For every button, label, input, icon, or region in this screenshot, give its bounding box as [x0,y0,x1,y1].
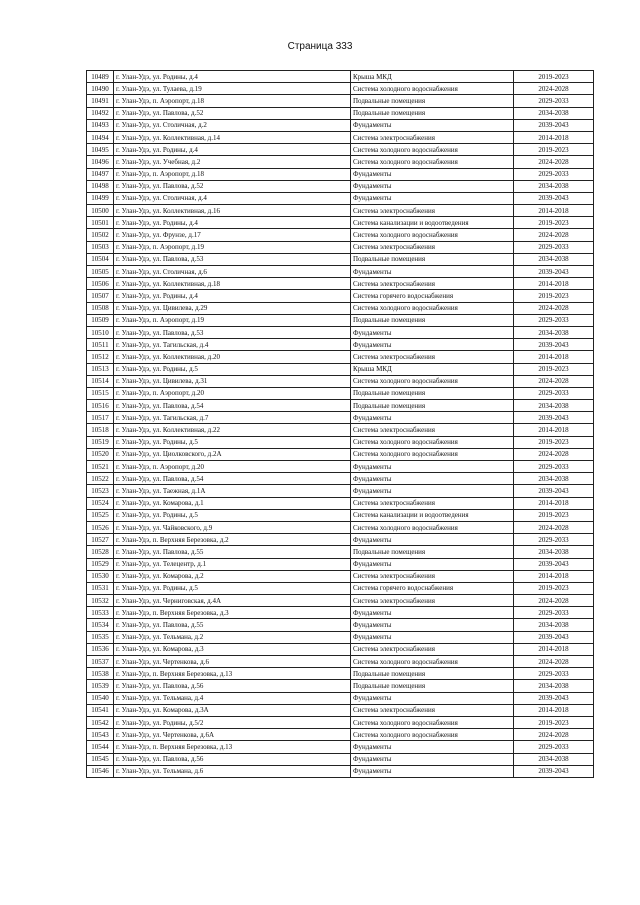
cell-id: 10504 [87,253,114,265]
cell-work-type: Система электроснабжения [351,205,514,217]
cell-address: г. Улан-Удэ, ул. Столичная, д.6 [114,266,351,278]
table-row [87,595,594,607]
cell-id: 10511 [87,339,114,351]
cell-id: 10512 [87,351,114,363]
cell-id: 10497 [87,168,114,180]
cell-address: г. Улан-Удэ, ул. Родины, д.5 [114,436,351,448]
table-row [87,473,594,485]
table-row [87,302,594,314]
cell-work-type: Фундаменты [351,339,514,351]
table-row [87,570,594,582]
cell-id: 10492 [87,107,114,119]
cell-period: 2024-2028 [514,656,594,668]
cell-work-type: Фундаменты [351,558,514,570]
cell-id: 10494 [87,131,114,143]
table-row [87,119,594,131]
cell-address: г. Улан-Удэ, п. Аэропорт, д.19 [114,314,351,326]
cell-work-type: Фундаменты [351,266,514,278]
cell-id: 10533 [87,607,114,619]
cell-period: 2034-2038 [514,753,594,765]
cell-work-type: Система электроснабжения [351,424,514,436]
cell-work-type: Система горячего водоснабжения [351,290,514,302]
cell-period: 2024-2028 [514,229,594,241]
cell-id: 10545 [87,753,114,765]
cell-period: 2024-2028 [514,448,594,460]
cell-address: г. Улан-Удэ, п. Верхняя Березовка, д.13 [114,668,351,680]
table-row [87,95,594,107]
cell-period: 2034-2038 [514,253,594,265]
cell-period: 2014-2018 [514,131,594,143]
cell-address: г. Улан-Удэ, п. Аэропорт, д.18 [114,95,351,107]
table-row [87,631,594,643]
table-row [87,729,594,741]
cell-address: г. Улан-Удэ, ул. Таежная, д.1А [114,485,351,497]
cell-id: 10499 [87,192,114,204]
cell-period: 2029-2033 [514,168,594,180]
cell-work-type: Система канализации и водоотведения [351,509,514,521]
cell-work-type: Система электроснабжения [351,241,514,253]
table-row [87,314,594,326]
cell-period: 2029-2033 [514,387,594,399]
cell-address: г. Улан-Удэ, п. Аэропорт, д.18 [114,168,351,180]
cell-work-type: Система электроснабжения [351,570,514,582]
cell-id: 10505 [87,266,114,278]
table-row [87,412,594,424]
table-row [87,278,594,290]
cell-id: 10523 [87,485,114,497]
cell-work-type: Система холодного водоснабжения [351,83,514,95]
cell-address: г. Улан-Удэ, ул. Столичная, д.2 [114,119,351,131]
cell-period: 2024-2028 [514,595,594,607]
cell-address: г. Улан-Удэ, ул. Учебная, д.2 [114,156,351,168]
table-body [87,71,594,778]
cell-address: г. Улан-Удэ, ул. Родины, д.4 [114,71,351,83]
cell-period: 2029-2033 [514,668,594,680]
cell-period: 2039-2043 [514,558,594,570]
cell-period: 2014-2018 [514,570,594,582]
cell-id: 10517 [87,412,114,424]
cell-work-type: Подвальные помещения [351,546,514,558]
cell-work-type: Система холодного водоснабжения [351,156,514,168]
table-row [87,607,594,619]
cell-period: 2019-2023 [514,716,594,728]
table-row [87,521,594,533]
cell-address: г. Улан-Удэ, ул. Павлова, д.52 [114,180,351,192]
table-row [87,436,594,448]
cell-id: 10538 [87,668,114,680]
cell-address: г. Улан-Удэ, ул. Павлова, д.56 [114,680,351,692]
cell-address: г. Улан-Удэ, ул. Фрунзе, д.17 [114,229,351,241]
cell-period: 2034-2038 [514,546,594,558]
cell-period: 2019-2023 [514,217,594,229]
cell-address: г. Улан-Удэ, ул. Павлова, д.55 [114,619,351,631]
table-row [87,363,594,375]
cell-work-type: Подвальные помещения [351,314,514,326]
cell-work-type: Подвальные помещения [351,387,514,399]
table-row [87,448,594,460]
cell-work-type: Фундаменты [351,607,514,619]
cell-address: г. Улан-Удэ, п. Аэропорт, д.20 [114,387,351,399]
cell-address: г. Улан-Удэ, ул. Тулаева, д.19 [114,83,351,95]
cell-work-type: Фундаменты [351,461,514,473]
table-row [87,266,594,278]
cell-id: 10498 [87,180,114,192]
cell-address: г. Улан-Удэ, ул. Коллективная, д.20 [114,351,351,363]
cell-id: 10501 [87,217,114,229]
table-row [87,71,594,83]
cell-work-type: Фундаменты [351,534,514,546]
cell-id: 10491 [87,95,114,107]
cell-period: 2014-2018 [514,351,594,363]
cell-period: 2039-2043 [514,631,594,643]
cell-id: 10546 [87,765,114,777]
cell-work-type: Подвальные помещения [351,107,514,119]
table-row [87,290,594,302]
cell-id: 10526 [87,521,114,533]
table-row [87,643,594,655]
cell-id: 10529 [87,558,114,570]
cell-id: 10516 [87,400,114,412]
cell-id: 10543 [87,729,114,741]
cell-address: г. Улан-Удэ, п. Аэропорт, д.20 [114,461,351,473]
cell-period: 2019-2023 [514,436,594,448]
cell-address: г. Улан-Удэ, ул. Родины, д.5 [114,509,351,521]
cell-address: г. Улан-Удэ, ул. Цивилева, д.31 [114,375,351,387]
cell-period: 2034-2038 [514,180,594,192]
cell-address: г. Улан-Удэ, ул. Комарова, д.3А [114,704,351,716]
table-row [87,168,594,180]
cell-work-type: Подвальные помещения [351,400,514,412]
cell-period: 2039-2043 [514,119,594,131]
cell-id: 10524 [87,497,114,509]
cell-period: 2024-2028 [514,729,594,741]
cell-id: 10544 [87,741,114,753]
cell-work-type: Система электроснабжения [351,497,514,509]
table-row [87,229,594,241]
cell-period: 2039-2043 [514,765,594,777]
cell-id: 10500 [87,205,114,217]
table-row [87,619,594,631]
cell-work-type: Фундаменты [351,180,514,192]
table-row [87,558,594,570]
cell-work-type: Фундаменты [351,631,514,643]
cell-address: г. Улан-Удэ, п. Верхняя Березовка, д.13 [114,741,351,753]
cell-id: 10535 [87,631,114,643]
cell-id: 10514 [87,375,114,387]
cell-work-type: Фундаменты [351,741,514,753]
table-row [87,546,594,558]
cell-address: г. Улан-Удэ, ул. Столичная, д.4 [114,192,351,204]
cell-address: г. Улан-Удэ, ул. Родины, д.5 [114,363,351,375]
cell-address: г. Улан-Удэ, ул. Комарова, д.3 [114,643,351,655]
cell-address: г. Улан-Удэ, ул. Тельмана, д.6 [114,765,351,777]
repair-schedule-table [86,70,594,778]
cell-period: 2014-2018 [514,205,594,217]
table-row [87,192,594,204]
cell-id: 10502 [87,229,114,241]
cell-work-type: Система электроснабжения [351,595,514,607]
cell-address: г. Улан-Удэ, ул. Чертенкова, д.6 [114,656,351,668]
cell-address: г. Улан-Удэ, ул. Павлова, д.52 [114,107,351,119]
table-row [87,509,594,521]
cell-work-type: Система электроснабжения [351,643,514,655]
cell-work-type: Система электроснабжения [351,131,514,143]
cell-period: 2029-2033 [514,241,594,253]
cell-id: 10540 [87,692,114,704]
table-row [87,461,594,473]
cell-period: 2039-2043 [514,692,594,704]
cell-id: 10527 [87,534,114,546]
cell-work-type: Система холодного водоснабжения [351,448,514,460]
cell-period: 2019-2023 [514,71,594,83]
cell-period: 2019-2023 [514,144,594,156]
table-row [87,692,594,704]
table-row [87,351,594,363]
cell-period: 2024-2028 [514,375,594,387]
table-row [87,534,594,546]
cell-id: 10495 [87,144,114,156]
cell-work-type: Система холодного водоснабжения [351,302,514,314]
cell-id: 10519 [87,436,114,448]
cell-work-type: Система холодного водоснабжения [351,716,514,728]
cell-id: 10530 [87,570,114,582]
table-row [87,253,594,265]
table-row [87,680,594,692]
cell-id: 10521 [87,461,114,473]
cell-address: г. Улан-Удэ, ул. Павлова, д.56 [114,753,351,765]
cell-id: 10510 [87,326,114,338]
cell-id: 10496 [87,156,114,168]
cell-period: 2029-2033 [514,534,594,546]
cell-period: 2019-2023 [514,290,594,302]
cell-work-type: Подвальные помещения [351,668,514,680]
cell-address: г. Улан-Удэ, ул. Чертенкова, д.6А [114,729,351,741]
cell-address: г. Улан-Удэ, ул. Родины, д.4 [114,290,351,302]
cell-id: 10520 [87,448,114,460]
cell-period: 2024-2028 [514,83,594,95]
cell-period: 2034-2038 [514,107,594,119]
cell-period: 2039-2043 [514,412,594,424]
cell-work-type: Система холодного водоснабжения [351,375,514,387]
cell-period: 2029-2033 [514,461,594,473]
cell-id: 10532 [87,595,114,607]
cell-work-type: Система горячего водоснабжения [351,582,514,594]
cell-address: г. Улан-Удэ, ул. Тельмана, д.2 [114,631,351,643]
table-row [87,765,594,777]
cell-id: 10493 [87,119,114,131]
cell-period: 2014-2018 [514,424,594,436]
cell-period: 2014-2018 [514,643,594,655]
cell-address: г. Улан-Удэ, ул. Цивилева, д.29 [114,302,351,314]
cell-id: 10509 [87,314,114,326]
cell-address: г. Улан-Удэ, п. Аэропорт, д.19 [114,241,351,253]
cell-work-type: Фундаменты [351,473,514,485]
cell-period: 2024-2028 [514,302,594,314]
cell-period: 2014-2018 [514,278,594,290]
cell-address: г. Улан-Удэ, ул. Тагильская, д.7 [114,412,351,424]
cell-address: г. Улан-Удэ, ул. Коллективная, д.18 [114,278,351,290]
cell-work-type: Фундаменты [351,119,514,131]
cell-period: 2034-2038 [514,473,594,485]
table-row [87,241,594,253]
cell-period: 2024-2028 [514,521,594,533]
cell-id: 10513 [87,363,114,375]
cell-id: 10518 [87,424,114,436]
cell-address: г. Улан-Удэ, ул. Комарова, д.1 [114,497,351,509]
cell-work-type: Фундаменты [351,753,514,765]
cell-id: 10506 [87,278,114,290]
cell-address: г. Улан-Удэ, ул. Родины, д.4 [114,144,351,156]
cell-address: г. Улан-Удэ, ул. Павлова, д.53 [114,326,351,338]
cell-address: г. Улан-Удэ, ул. Родины, д.5 [114,582,351,594]
cell-work-type: Фундаменты [351,619,514,631]
table-row [87,387,594,399]
cell-period: 2034-2038 [514,400,594,412]
cell-work-type: Система холодного водоснабжения [351,229,514,241]
table-row [87,156,594,168]
table-row [87,424,594,436]
cell-period: 2029-2033 [514,95,594,107]
cell-period: 2014-2018 [514,704,594,716]
cell-period: 2019-2023 [514,582,594,594]
cell-address: г. Улан-Удэ, ул. Циолковского, д.2А [114,448,351,460]
table-row [87,704,594,716]
cell-work-type: Система холодного водоснабжения [351,729,514,741]
cell-id: 10508 [87,302,114,314]
cell-address: г. Улан-Удэ, ул. Черниговская, д.4А [114,595,351,607]
cell-work-type: Подвальные помещения [351,253,514,265]
table-row [87,716,594,728]
cell-id: 10507 [87,290,114,302]
table-row [87,326,594,338]
cell-period: 2039-2043 [514,339,594,351]
table-row [87,217,594,229]
table-row [87,107,594,119]
cell-id: 10489 [87,71,114,83]
cell-id: 10503 [87,241,114,253]
cell-address: г. Улан-Удэ, ул. Тельмана, д.4 [114,692,351,704]
cell-work-type: Фундаменты [351,192,514,204]
cell-id: 10542 [87,716,114,728]
cell-period: 2014-2018 [514,497,594,509]
cell-id: 10534 [87,619,114,631]
cell-work-type: Система холодного водоснабжения [351,144,514,156]
cell-address: г. Улан-Удэ, ул. Коллективная, д.14 [114,131,351,143]
cell-work-type: Фундаменты [351,412,514,424]
table-row [87,656,594,668]
cell-id: 10528 [87,546,114,558]
table-row [87,83,594,95]
cell-period: 2039-2043 [514,192,594,204]
cell-period: 2034-2038 [514,326,594,338]
cell-id: 10525 [87,509,114,521]
cell-id: 10490 [87,83,114,95]
cell-work-type: Крыша МКД [351,363,514,375]
cell-address: г. Улан-Удэ, ул. Павлова, д.53 [114,253,351,265]
cell-id: 10522 [87,473,114,485]
table-row [87,582,594,594]
table-row [87,131,594,143]
cell-address: г. Улан-Удэ, ул. Родины, д.4 [114,217,351,229]
table-row [87,485,594,497]
cell-period: 2029-2033 [514,741,594,753]
cell-address: г. Улан-Удэ, ул. Чайковского, д.9 [114,521,351,533]
cell-work-type: Система холодного водоснабжения [351,436,514,448]
cell-id: 10539 [87,680,114,692]
cell-period: 2034-2038 [514,680,594,692]
cell-work-type: Подвальные помещения [351,95,514,107]
table-row [87,339,594,351]
cell-period: 2039-2043 [514,485,594,497]
cell-work-type: Фундаменты [351,765,514,777]
cell-address: г. Улан-Удэ, ул. Комарова, д.2 [114,570,351,582]
cell-work-type: Подвальные помещения [351,680,514,692]
cell-address: г. Улан-Удэ, ул. Коллективная, д.22 [114,424,351,436]
cell-work-type: Система канализации и водоотведения [351,217,514,229]
cell-work-type: Фундаменты [351,168,514,180]
cell-work-type: Фундаменты [351,326,514,338]
cell-work-type: Система электроснабжения [351,351,514,363]
cell-id: 10541 [87,704,114,716]
cell-period: 2024-2028 [514,156,594,168]
cell-address: г. Улан-Удэ, ул. Коллективная, д.16 [114,205,351,217]
cell-work-type: Система электроснабжения [351,278,514,290]
cell-address: г. Улан-Удэ, ул. Павлова, д.54 [114,400,351,412]
cell-id: 10515 [87,387,114,399]
cell-period: 2019-2023 [514,363,594,375]
cell-address: г. Улан-Удэ, ул. Тагильская, д.4 [114,339,351,351]
cell-id: 10536 [87,643,114,655]
cell-work-type: Система холодного водоснабжения [351,656,514,668]
cell-address: г. Улан-Удэ, п. Верхняя Березовка, д.3 [114,607,351,619]
table-row [87,205,594,217]
cell-work-type: Фундаменты [351,692,514,704]
cell-address: г. Улан-Удэ, ул. Телецентр, д.1 [114,558,351,570]
cell-work-type: Система холодного водоснабжения [351,521,514,533]
cell-period: 2029-2033 [514,314,594,326]
table-row [87,497,594,509]
cell-address: г. Улан-Удэ, ул. Павлова, д.54 [114,473,351,485]
table-row [87,753,594,765]
cell-work-type: Фундаменты [351,485,514,497]
cell-id: 10537 [87,656,114,668]
cell-period: 2029-2033 [514,607,594,619]
table-row [87,741,594,753]
cell-address: г. Улан-Удэ, п. Верхняя Березовка, д.2 [114,534,351,546]
cell-work-type: Крыша МКД [351,71,514,83]
table-row [87,180,594,192]
cell-period: 2019-2023 [514,509,594,521]
cell-address: г. Улан-Удэ, ул. Павлова, д.55 [114,546,351,558]
cell-period: 2034-2038 [514,619,594,631]
cell-address: г. Улан-Удэ, ул. Родины, д.5/2 [114,716,351,728]
table-row [87,668,594,680]
table-row [87,144,594,156]
cell-period: 2039-2043 [514,266,594,278]
cell-work-type: Система электроснабжения [351,704,514,716]
table-row [87,375,594,387]
page-number-label: Страница 333 [287,41,353,52]
cell-id: 10531 [87,582,114,594]
table-row [87,400,594,412]
